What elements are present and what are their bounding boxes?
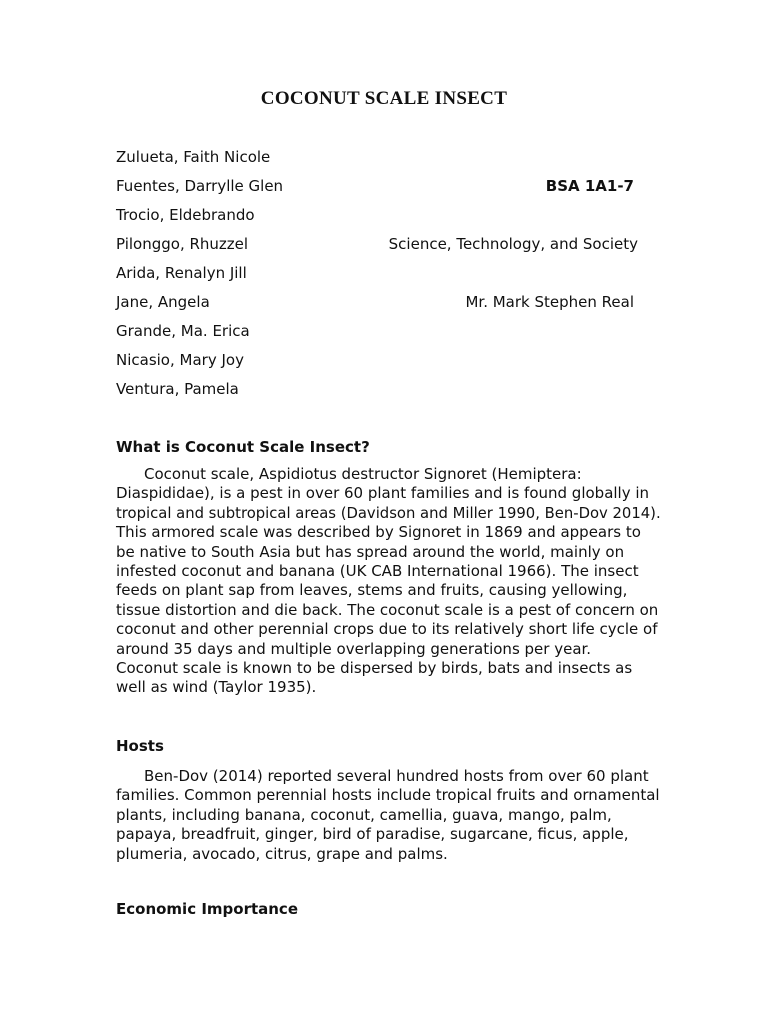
class-section: BSA 1A1-7	[545, 177, 634, 195]
author-name: Pilonggo, Rhuzzel	[116, 235, 249, 253]
author-name: Fuentes, Darrylle Glen	[116, 177, 284, 195]
paragraph-line: Coconut scale, Aspidiotus destructor Signoret (Hemiptera:	[144, 465, 582, 483]
paragraph-line: feeds on plant sap from leaves, stems and fruits, causing yellowing,	[116, 581, 628, 600]
author-name: Nicasio, Mary Joy	[116, 351, 244, 369]
paragraph-line: Diaspididae), is a pest in over 60 plant families and is found globally in	[116, 484, 650, 503]
section-paragraph	[116, 465, 661, 698]
section-heading: Economic Importance	[116, 900, 298, 918]
author-name: Jane, Angela	[116, 293, 210, 311]
paragraph-line: be native to South Asia but has spread around the world, mainly on	[116, 542, 625, 561]
paragraph-line: tropical and subtropical areas (Davidson and Miller 1990, Ben-Dov 2014).	[116, 504, 661, 522]
section-heading: What is Coconut Scale Insect?	[116, 438, 370, 456]
paragraph-line: families. Common perennial hosts include tropical fruits and ornamental	[116, 786, 660, 805]
paragraph-line: papaya, breadfruit, ginger, bird of paradise, sugarcane, ficus, apple,	[116, 825, 629, 844]
section-paragraph	[116, 767, 661, 864]
paragraph-line: plants, including banana, coconut, camellia, guava, mango, palm,	[116, 805, 612, 824]
paragraph-line: This armored scale was described by Signoret in 1869 and appears to	[116, 523, 641, 542]
section-heading: Hosts	[116, 737, 164, 755]
author-name: Ventura, Pamela	[116, 380, 239, 398]
paragraph-line: tissue distortion and die back. The coconut scale is a pest of concern on	[116, 600, 659, 619]
document-title: COCONUT SCALE INSECT	[260, 88, 508, 109]
author-name: Arida, Renalyn Jill	[116, 264, 247, 282]
course-name: Science, Technology, and Society	[388, 235, 638, 253]
author-name: Zulueta, Faith Nicole	[116, 148, 271, 166]
paragraph-line: infested coconut and banana (UK CAB International 1966). The insect	[116, 562, 639, 581]
paragraph-line: around 35 days and multiple overlapping generations per year.	[116, 639, 592, 658]
paragraph-line: well as wind (Taylor 1935).	[116, 678, 317, 697]
paragraph-line: Ben-Dov (2014) reported several hundred hosts from over 60 plant	[144, 767, 649, 785]
author-name: Grande, Ma. Erica	[116, 322, 250, 340]
paragraph-line: plumeria, avocado, citrus, grape and palms.	[116, 844, 448, 863]
paragraph-line: coconut and other perennial crops due to its relatively short life cycle of	[116, 620, 658, 639]
instructor-name: Mr. Mark Stephen Real	[465, 293, 634, 311]
paragraph-line: Coconut scale is known to be dispersed by birds, bats and insects as	[116, 659, 633, 678]
author-name: Trocio, Eldebrando	[116, 206, 255, 224]
